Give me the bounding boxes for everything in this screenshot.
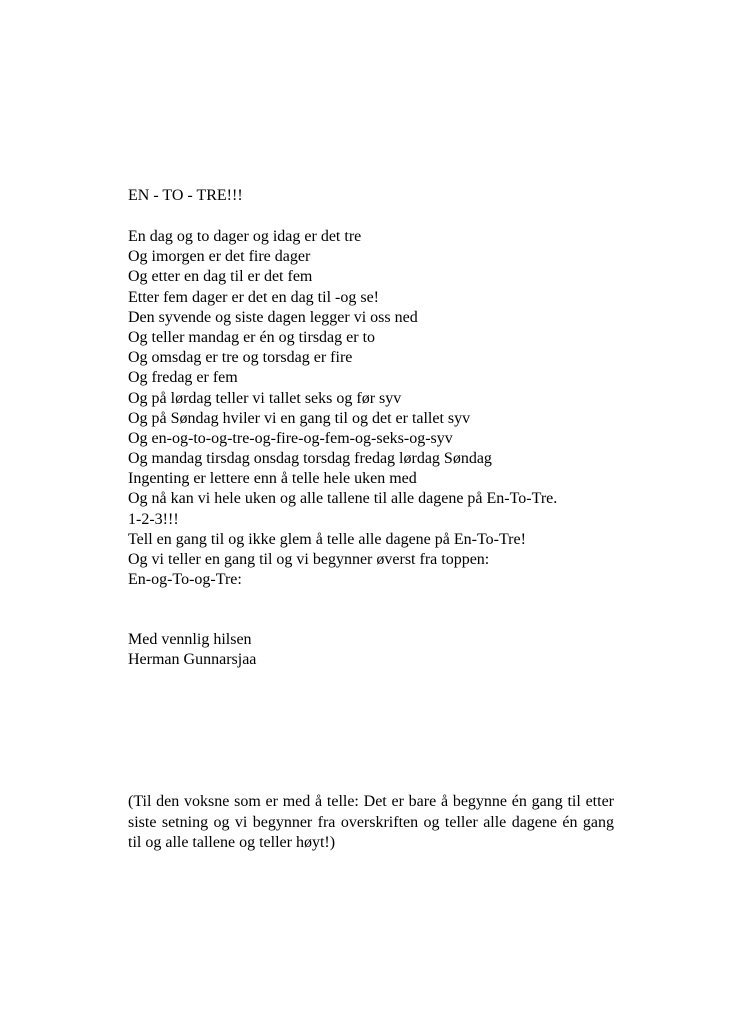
adult-note: (Til den voksne som er med å telle: Det er bare å begynne én gang til etter siste setning og vi begynner fra overskriften og teller alle dagene én gang til og alle tallene og teller høyt!) (128, 793, 614, 852)
closing-line: Med vennlig hilsen (128, 631, 252, 648)
poem-line: En-og-To-og-Tre: (128, 571, 242, 589)
poem-line: En dag og to dager og idag er det tre (128, 228, 362, 245)
signoff (128, 630, 614, 670)
poem-line: Og mandag tirsdag onsdag torsdag fredag lørdag Søndag (128, 450, 492, 468)
poem-line: Og på lørdag teller vi tallet seks og før syv (128, 389, 402, 407)
poem-line: Og på Søndag hviler vi en gang til og det er tallet syv (128, 409, 471, 427)
poem-line: Og etter en dag til er det fem (128, 268, 313, 286)
poem-body (128, 227, 614, 590)
poem-line: Og omsdag er tre og torsdag er fire (128, 349, 353, 367)
poem-line: Den syvende og siste dagen legger vi oss ned (128, 308, 418, 326)
poem-line: Og en-og-to-og-tre-og-fire-og-fem-og-seks-og-syv (128, 429, 453, 447)
poem-line: Og imorgen er det fire dager (128, 248, 311, 266)
document-title: EN - TO - TRE!!! (128, 187, 243, 204)
poem-line: Etter fem dager er det en dag til -og se! (128, 288, 379, 306)
poem-line: 1-2-3!!! (128, 510, 179, 528)
title-block (128, 186, 614, 206)
poem-line: Tell en gang til og ikke glem å telle alle dagene på En-To-Tre! (128, 530, 526, 548)
poem-line: Og fredag er fem (128, 369, 238, 387)
poem-line: Ingenting er lettere enn å telle hele uken med (128, 470, 417, 488)
poem-line: Og teller mandag er én og tirsdag er to (128, 328, 376, 346)
poem-line: Og vi teller en gang til og vi begynner øverst fra toppen: (128, 551, 490, 568)
author-name: Herman Gunnarsjaa (128, 651, 257, 669)
poem-line: Og nå kan vi hele uken og alle tallene til alle dagene på En-To-Tre. (128, 490, 558, 508)
